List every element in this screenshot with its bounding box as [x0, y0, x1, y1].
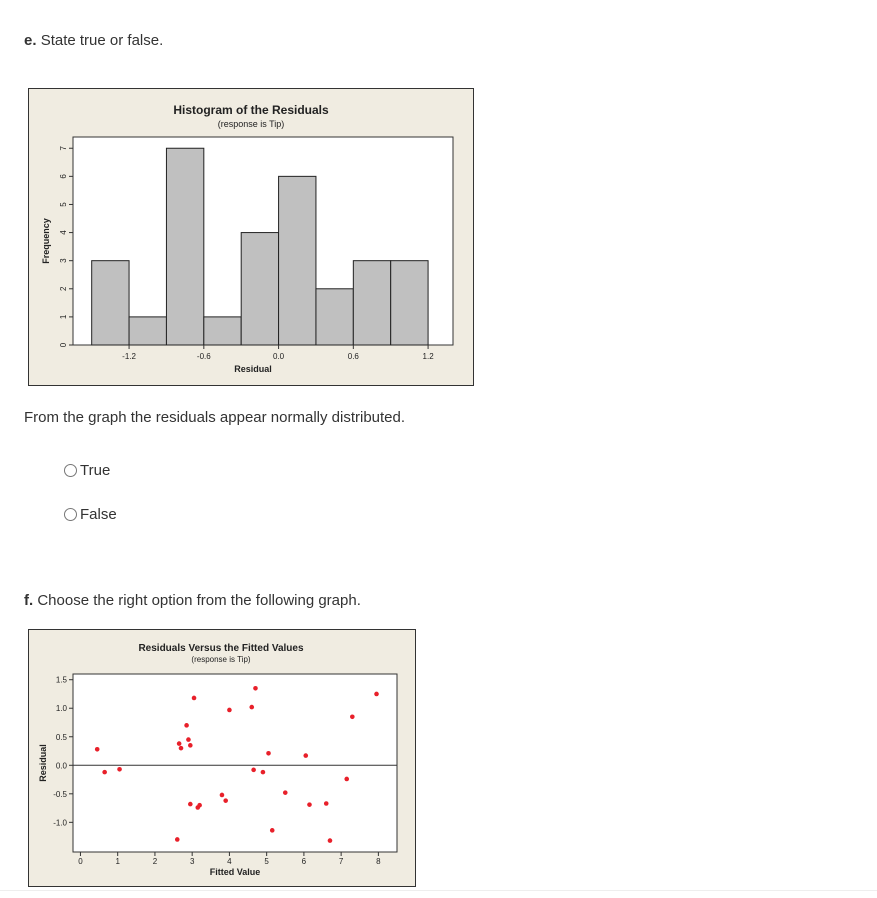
histogram-xtick-label: 0.6: [347, 352, 359, 361]
histogram-bar-4: [241, 233, 278, 345]
scatter-point-28: [350, 714, 355, 719]
scatter-point-21: [270, 828, 275, 833]
scatter-point-19: [261, 770, 266, 775]
histogram-bar-5: [279, 176, 316, 345]
histogram-bar-8: [391, 261, 428, 345]
question-f-title: Choose the right option from the following graph.: [37, 592, 361, 609]
histogram-ytick-label: 3: [59, 258, 69, 263]
scatter-point-27: [344, 777, 349, 782]
scatter-point-13: [220, 793, 225, 798]
question-e-prompt: From the graph the residuals appear normally distributed.: [24, 409, 406, 426]
scatter-point-4: [177, 741, 182, 746]
histogram-chart: [28, 88, 474, 386]
scatter-point-14: [223, 798, 228, 803]
histogram-ytick-label: 5: [59, 202, 69, 207]
scatter-xtick-label: 3: [189, 857, 195, 866]
histogram-xtick-label: 1.2: [422, 352, 434, 361]
residuals-vs-fits-chart: [28, 629, 416, 887]
scatter-point-25: [324, 801, 329, 806]
scatter-point-0: [95, 747, 100, 752]
scatter-xtick-label: 2: [152, 857, 158, 866]
question-e-heading: [24, 32, 163, 49]
histogram-xtick-label: -0.6: [196, 352, 211, 361]
histogram-bar-1: [129, 317, 166, 345]
divider: [0, 890, 877, 891]
scatter-point-5: [179, 746, 184, 751]
histogram-bar-3: [204, 317, 241, 345]
scatter-plot-area: [73, 674, 397, 852]
question-e-label: e.: [24, 32, 37, 49]
histogram-svg: [29, 89, 473, 385]
histogram-bar-2: [166, 148, 203, 345]
residuals-vs-fits-svg: [29, 630, 415, 886]
option-false[interactable]: [64, 506, 117, 523]
scatter-title: Residuals Versus the Fitted Values: [138, 643, 304, 654]
scatter-point-8: [188, 743, 193, 748]
scatter-point-10: [192, 696, 197, 701]
histogram-ytick-label: 1: [59, 314, 69, 320]
scatter-ytick-label: 0.5: [55, 732, 67, 742]
scatter-point-6: [184, 723, 189, 728]
scatter-xtick-label: 1: [115, 857, 120, 866]
scatter-point-29: [374, 692, 379, 697]
scatter-xtick-label: 5: [264, 857, 269, 866]
option-true-label[interactable]: True: [80, 462, 111, 479]
scatter-point-7: [186, 737, 191, 742]
scatter-point-16: [249, 705, 254, 710]
option-true-radio[interactable]: [64, 464, 77, 477]
scatter-point-9: [188, 802, 193, 807]
histogram-ylabel: Frequency: [41, 218, 51, 264]
scatter-ytick-label: -1.0: [53, 818, 67, 828]
histogram-title: Histogram of the Residuals: [173, 103, 329, 117]
scatter-point-26: [328, 838, 333, 843]
histogram-ytick-label: 0: [59, 342, 69, 348]
scatter-point-2: [117, 767, 122, 772]
option-false-radio[interactable]: [64, 508, 77, 521]
scatter-point-15: [227, 708, 232, 713]
scatter-xtick-label: 7: [338, 857, 344, 866]
scatter-point-3: [175, 837, 180, 842]
histogram-ytick-label: 7: [59, 146, 69, 151]
scatter-point-17: [251, 768, 256, 773]
scatter-subtitle: (response is Tip): [191, 655, 251, 664]
scatter-point-24: [307, 802, 312, 807]
histogram-xlabel: Residual: [234, 364, 272, 374]
scatter-point-18: [253, 686, 258, 691]
question-f-heading: [24, 592, 361, 609]
scatter-xtick-label: 6: [301, 857, 307, 866]
scatter-ytick-label: 0.0: [55, 761, 67, 771]
scatter-ytick-label: -0.5: [53, 789, 67, 799]
histogram-bar-6: [316, 289, 353, 345]
histogram-bar-7: [353, 261, 390, 345]
scatter-point-20: [266, 751, 271, 756]
scatter-point-23: [303, 753, 308, 758]
histogram-xtick-label: 0.0: [273, 352, 285, 361]
scatter-ytick-label: 1.0: [55, 704, 67, 714]
scatter-xtick-label: 4: [227, 857, 232, 866]
scatter-point-1: [102, 770, 107, 775]
scatter-ytick-label: 1.5: [55, 675, 67, 685]
scatter-ylabel: Residual: [38, 744, 48, 782]
histogram-ytick-label: 4: [59, 230, 69, 235]
scatter-point-22: [283, 790, 288, 795]
histogram-xtick-label: -1.2: [122, 352, 136, 361]
question-f-label: f.: [24, 592, 34, 609]
option-false-label[interactable]: False: [80, 506, 117, 523]
scatter-point-12: [197, 803, 202, 808]
question-e-title: State true or false.: [40, 32, 164, 49]
histogram-subtitle: (response is Tip): [217, 119, 285, 129]
histogram-ytick-label: 2: [59, 286, 69, 292]
scatter-xtick-label: 8: [376, 857, 381, 866]
option-true[interactable]: [64, 462, 110, 479]
scatter-xlabel: Fitted Value: [209, 867, 261, 877]
histogram-bar-0: [92, 261, 129, 345]
histogram-ytick-label: 6: [59, 174, 69, 179]
scatter-xtick-label: 0: [78, 857, 83, 866]
